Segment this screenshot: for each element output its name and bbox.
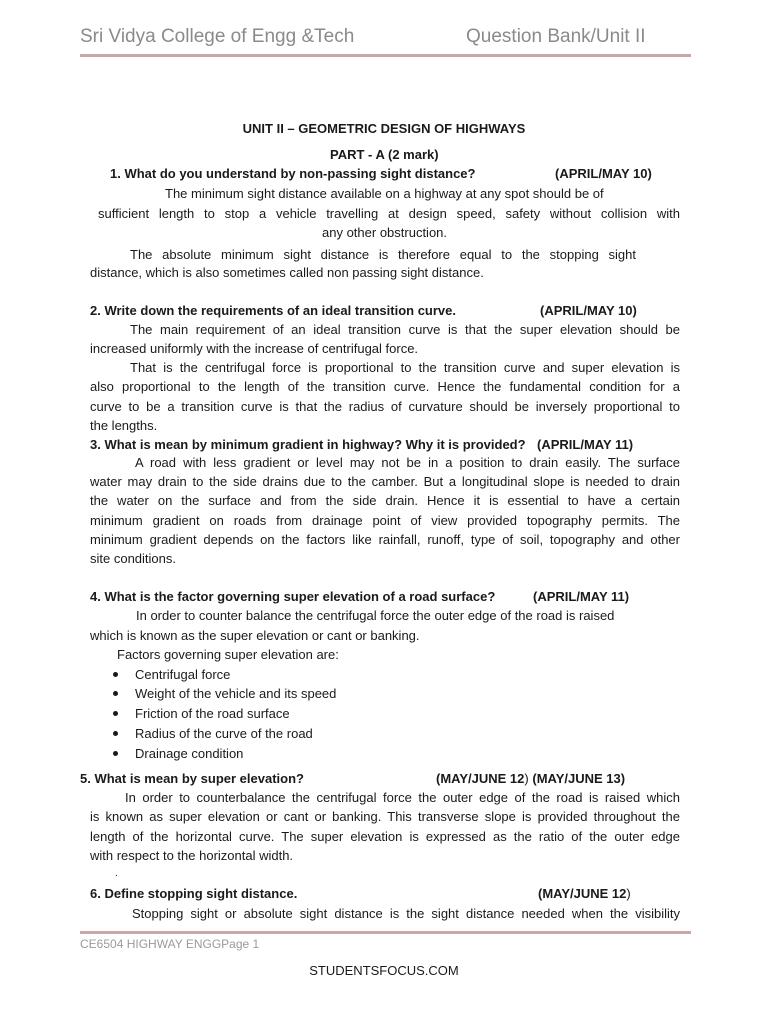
q1-p1-l1: The minimum sight distance available on a highway at any spot should be of — [165, 186, 604, 201]
q1-p2-l2: distance, which is also sometimes called non passing sight distance. — [90, 265, 484, 280]
q2-p1-l1: The main requirement of an ideal transition curve is that the super elevation should be — [130, 322, 680, 337]
q4-l3: Factors governing super elevation are: — [117, 647, 339, 662]
part-title: PART - A (2 mark) — [330, 147, 439, 162]
q6-l1: Stopping sight or absolute sight distance is the sight distance needed when the visibility — [132, 906, 680, 921]
q1-p2-l1: The absolute minimum sight distance is therefore equal to the stopping sight — [130, 247, 636, 262]
bullet-dot — [113, 691, 118, 696]
q5-tag1: (MAY/JUNE 12 — [436, 771, 525, 786]
bullet-text: Drainage condition — [135, 746, 244, 761]
bullet-text: Centrifugal force — [135, 667, 231, 682]
header-left: Sri Vidya College of Engg &Tech — [80, 26, 355, 47]
q5-tag1-close: ) — [524, 771, 529, 786]
q2-p2-l3: curve to be a transition curve is that the radius of curvature should be inversely proportional to — [90, 399, 680, 414]
q4-l1: In order to counter balance the centrifugal force the outer edge of the road is raised — [136, 608, 615, 623]
footer-rule — [80, 931, 691, 934]
q3-tag: (APRIL/MAY 11) — [537, 437, 634, 452]
q3-l3: the water on the surface and from the side drain. Hence it is essential to have a certain — [90, 493, 680, 508]
q3-l5: minimum gradient depends on the factors like rainfall, runoff, type of soil, topography and other — [90, 532, 680, 547]
bullet-dot — [113, 672, 118, 677]
q6-question: 6. Define stopping sight distance. — [90, 886, 298, 901]
q3-l6: site conditions. — [90, 551, 176, 566]
q6-tags — [538, 884, 631, 903]
q4-bullet-1 — [113, 665, 230, 684]
q4-question: 4. What is the factor governing super elevation of a road surface? — [90, 589, 496, 604]
q3-question: 3. What is mean by minimum gradient in highway? Why it is provided? — [90, 437, 526, 452]
q5-l4: with respect to the horizontal width. — [90, 848, 294, 863]
q5-l1: In order to counterbalance the centrifugal force the outer edge of the road is raised which — [125, 790, 680, 805]
q4-tag: (APRIL/MAY 11) — [533, 589, 630, 604]
bullet-text: Radius of the curve of the road — [135, 726, 313, 741]
q4-bullet-5 — [113, 744, 243, 763]
q3-l4: minimum gradient on roads from drainage point of view provided topography permits. The — [90, 513, 680, 528]
q3-l1: A road with less gradient or level may not be in a position to drain easily. The surface — [135, 455, 680, 470]
unit-title: UNIT II – GEOMETRIC DESIGN OF HIGHWAYS — [242, 121, 526, 136]
q5-tags — [436, 769, 625, 788]
footer-left: CE6504 HIGHWAY ENGGPage 1 — [80, 937, 260, 951]
q2-tag: (APRIL/MAY 10) — [540, 303, 637, 318]
q5-l3: length of the horizontal curve. The super elevation is expressed as the ratio of the outer edge — [90, 829, 680, 844]
bullet-dot — [113, 751, 118, 756]
q1-p1-l2: sufficient length to stop a vehicle travelling at design speed, safety without collision with — [98, 206, 680, 221]
q6-tag-close: ) — [626, 886, 631, 901]
bullet-text: Friction of the road surface — [135, 706, 290, 721]
q5-dot: . — [115, 868, 118, 879]
header-rule — [80, 54, 691, 57]
q1-question: 1. What do you understand by non-passing sight distance? — [110, 166, 476, 181]
q2-p1-l2: increased uniformly with the increase of centrifugal force. — [90, 341, 419, 356]
q5-question: 5. What is mean by super elevation? — [80, 771, 304, 786]
q4-bullet-2 — [113, 684, 336, 703]
q5-l2: is known as super elevation or cant or banking. This transverse slope is provided throughout the — [90, 809, 680, 824]
q4-bullet-4 — [113, 724, 313, 743]
header-right: Question Bank/Unit II — [466, 26, 646, 47]
footer-site: STUDENTSFOCUS.COM — [309, 963, 459, 978]
bullet-dot — [113, 731, 118, 736]
q1-tag: (APRIL/MAY 10) — [555, 166, 652, 181]
q2-question: 2. Write down the requirements of an ideal transition curve. — [90, 303, 456, 318]
q6-tag: (MAY/JUNE 12 — [538, 886, 627, 901]
q3-l2: water may drain to the side drains due to the camber. But a longitudinal slope is needed to drain — [90, 474, 680, 489]
q2-p2-l2: also proportional to the length of the transition curve. Hence the fundamental condition for a — [90, 379, 680, 394]
q2-p2-l1: That is the centrifugal force is proportional to the transition curve and super elevation is — [130, 360, 680, 375]
bullet-dot — [113, 711, 118, 716]
q5-tag2: (MAY/JUNE 13) — [532, 771, 626, 786]
q2-p2-l4: the lengths. — [90, 418, 158, 433]
bullet-text: Weight of the vehicle and its speed — [135, 686, 337, 701]
q4-bullet-3 — [113, 704, 290, 723]
q1-p1-l3: any other obstruction. — [322, 225, 448, 240]
q4-l2: which is known as the super elevation or cant or banking. — [90, 628, 420, 643]
